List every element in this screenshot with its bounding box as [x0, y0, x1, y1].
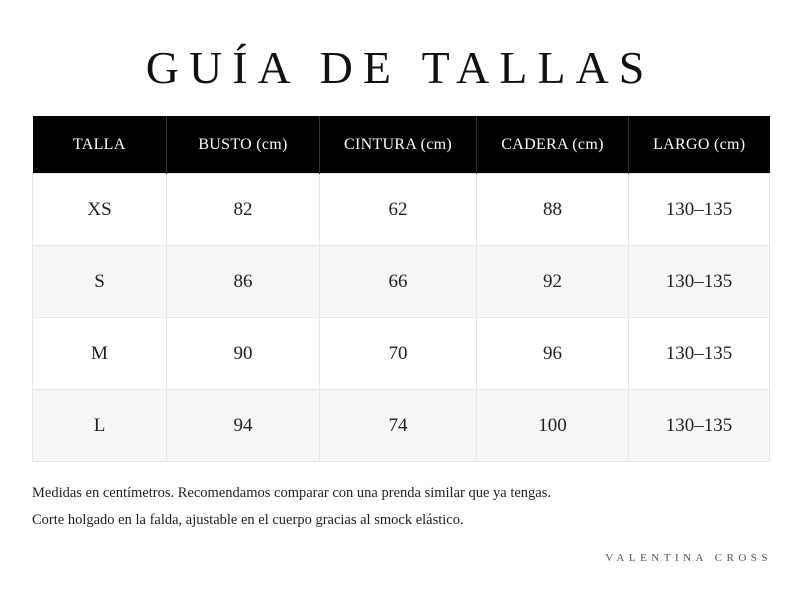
table-row	[33, 246, 770, 318]
cell-largo: 130–135	[629, 246, 770, 318]
cell-talla: M	[33, 318, 167, 390]
cell-cadera: 92	[477, 246, 629, 318]
cell-cadera: 100	[477, 390, 629, 462]
cell-cintura: 70	[320, 318, 477, 390]
cell-busto: 86	[167, 246, 320, 318]
page-title: GUÍA DE TALLAS	[145, 42, 655, 93]
cell-largo: 130–135	[629, 318, 770, 390]
cell-cadera: 96	[477, 318, 629, 390]
note-measurements: Medidas en centímetros. Recomendamos comparar con una prenda similar que ya tengas.	[32, 485, 552, 501]
cell-largo: 130–135	[629, 390, 770, 462]
cell-cintura: 62	[320, 174, 477, 246]
table-row	[33, 390, 770, 462]
size-notes	[32, 480, 772, 534]
brand-name: VALENTINA CROSS	[605, 552, 772, 564]
header-cadera: CADERA (cm)	[477, 116, 629, 174]
table-row	[33, 318, 770, 390]
header-largo: LARGO (cm)	[629, 116, 770, 174]
cell-talla: L	[33, 390, 167, 462]
header-busto: BUSTO (cm)	[167, 116, 320, 174]
cell-cadera: 88	[477, 174, 629, 246]
note-fit: Corte holgado en la falda, ajustable en el cuerpo gracias al smock elástico.	[32, 512, 464, 528]
size-chart-table	[32, 116, 770, 462]
cell-busto: 82	[167, 174, 320, 246]
cell-busto: 90	[167, 318, 320, 390]
table-header-row	[33, 116, 770, 174]
cell-talla: XS	[33, 174, 167, 246]
cell-busto: 94	[167, 390, 320, 462]
header-cintura: CINTURA (cm)	[320, 116, 477, 174]
cell-cintura: 74	[320, 390, 477, 462]
cell-talla: S	[33, 246, 167, 318]
cell-cintura: 66	[320, 246, 477, 318]
table-row	[33, 174, 770, 246]
cell-largo: 130–135	[629, 174, 770, 246]
header-talla: TALLA	[33, 116, 167, 174]
